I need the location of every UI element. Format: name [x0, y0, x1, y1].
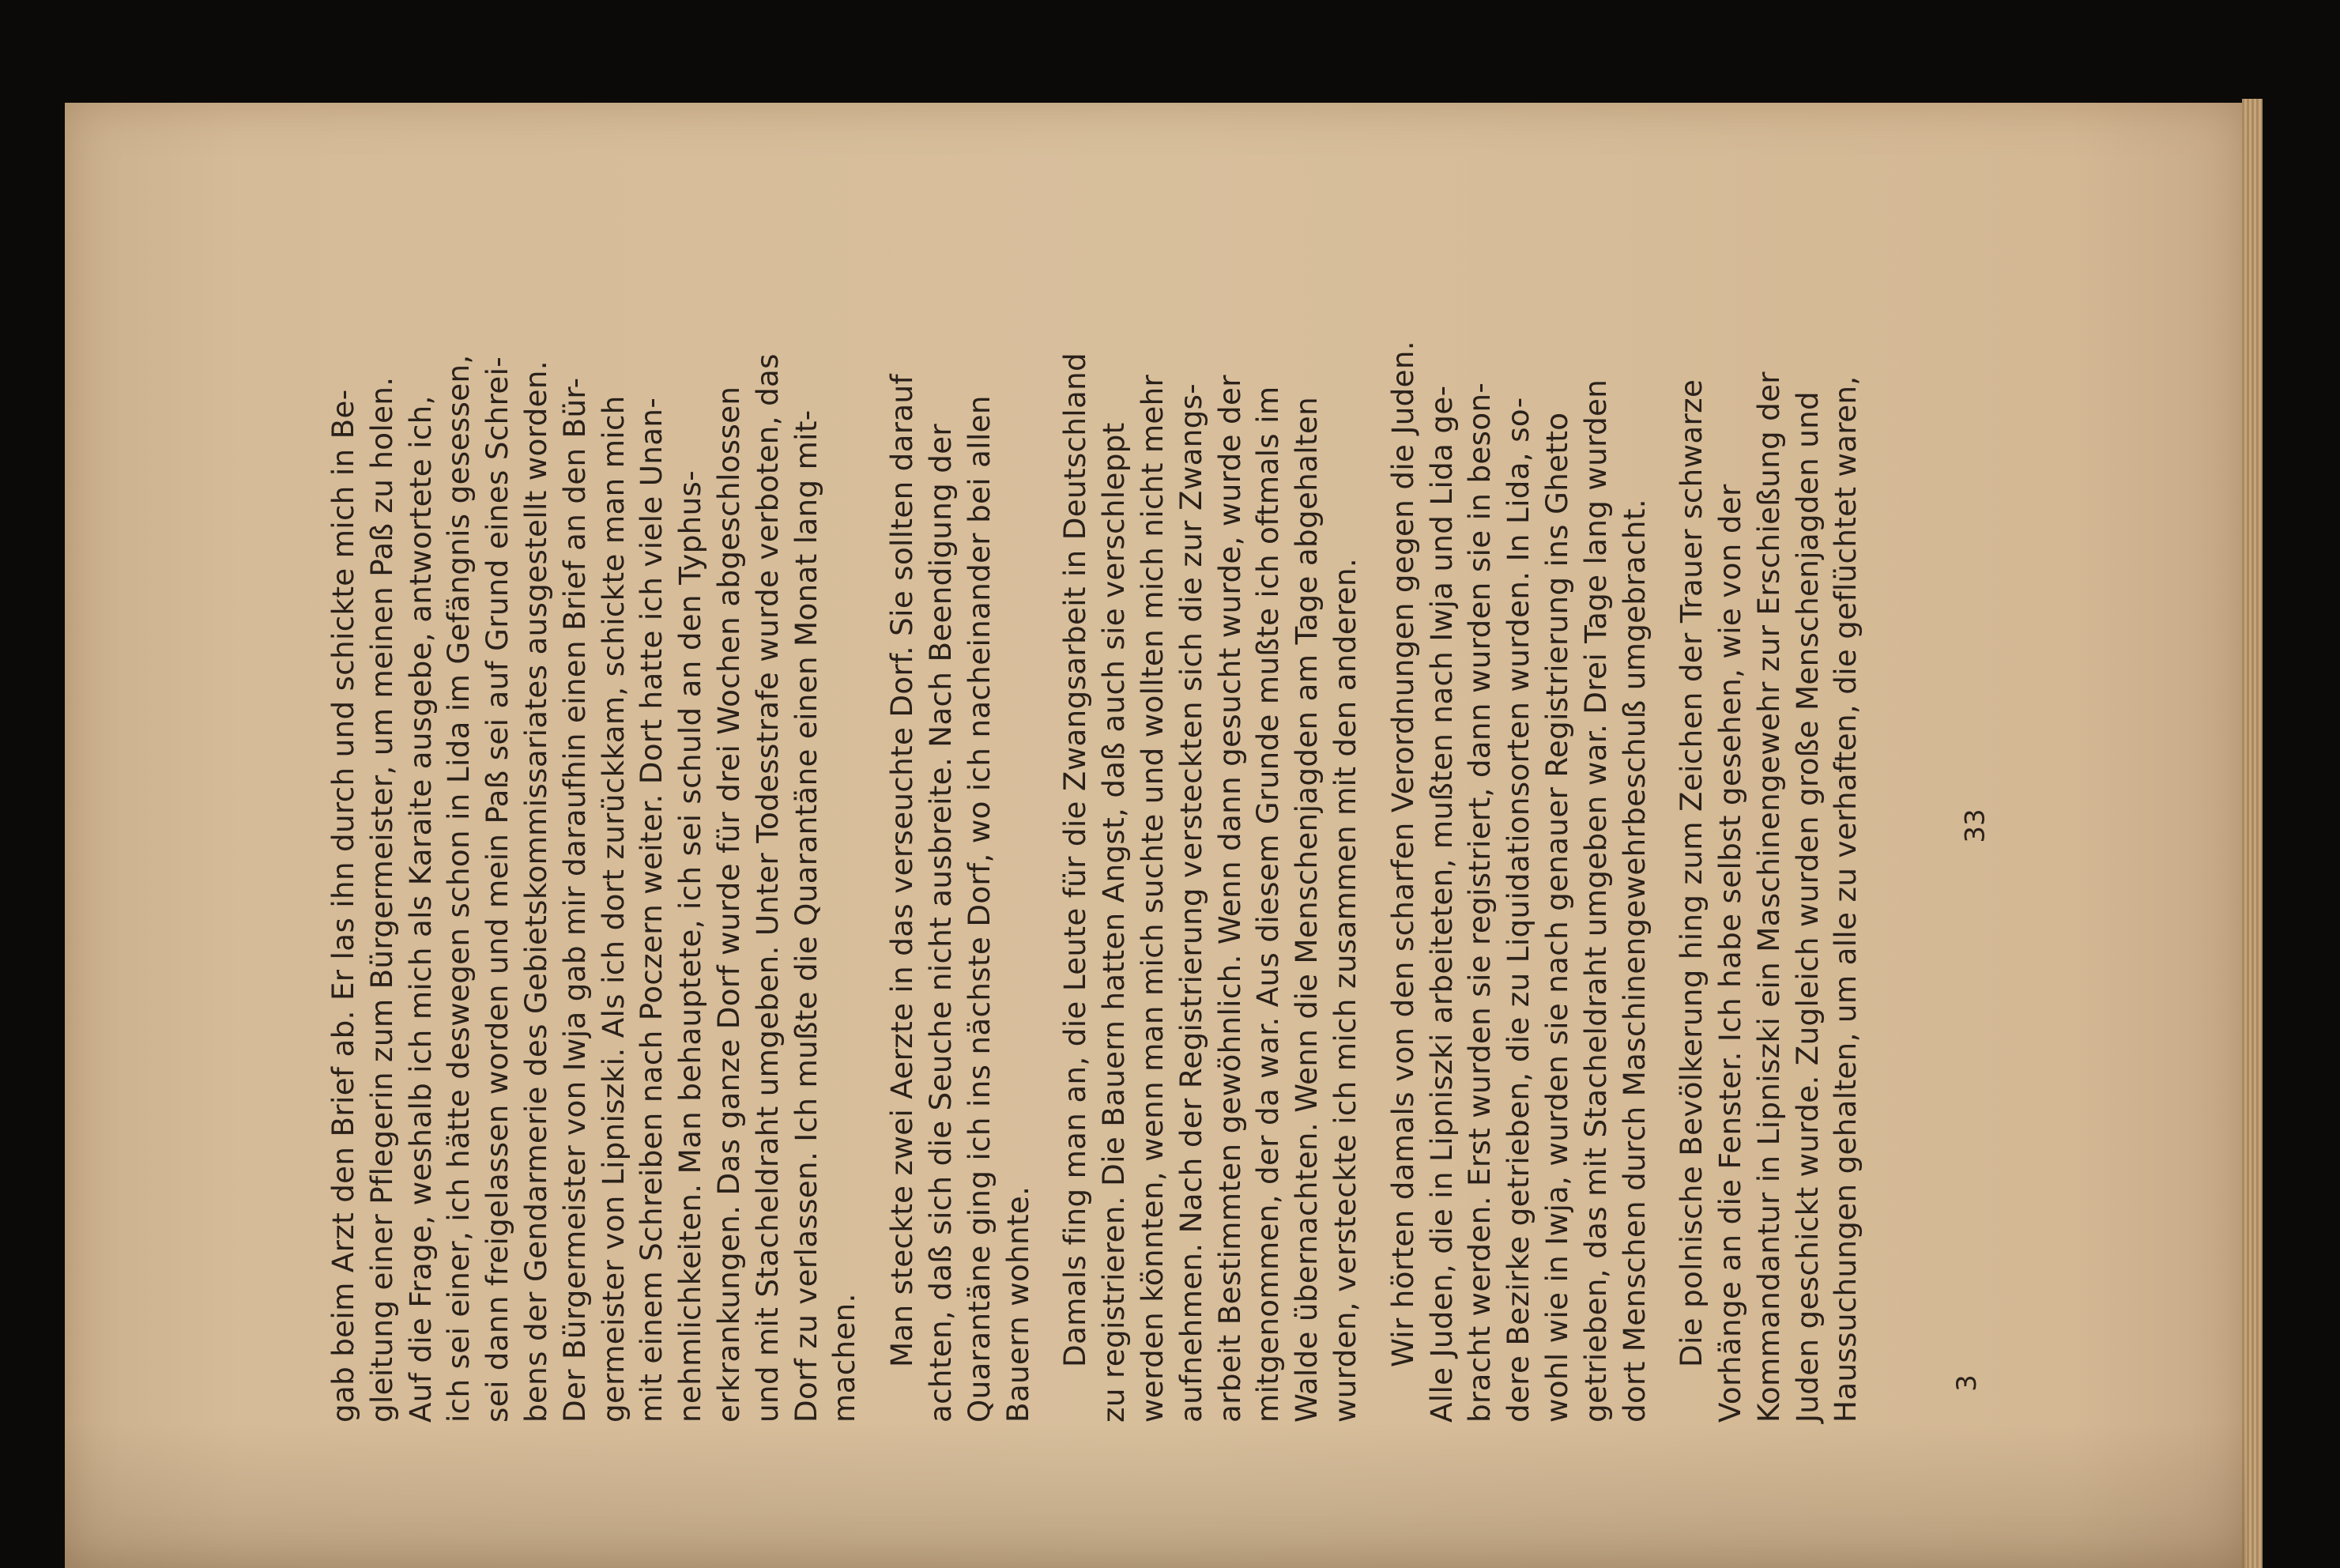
text-line: gleitung einer Pflegerin zum Bürgermeister, um meinen Paß zu holen.	[364, 376, 399, 1423]
text-line: Haussuchungen gehalten, um alle zu verhaften, die geflüchtet waren,	[1828, 375, 1863, 1423]
paragraph-2	[883, 364, 1037, 1423]
text-line: Auf die Frage, weshalb ich mich als Karaite ausgebe, antwortete ich,	[402, 395, 438, 1423]
text-line: erkrankungen. Das ganze Dorf wurde für drei Wochen abgeschlossen	[710, 386, 746, 1423]
text-line: Alle Juden, die in Lipniszki arbeiteten, mußten nach Iwja und Lida ge-	[1423, 385, 1459, 1423]
text-line: dort Menschen durch Maschinengewehrbeschuß umgebracht.	[1616, 499, 1652, 1423]
text-line: nehmlichkeiten. Man behauptete, ich sei schuld an den Typhus-	[673, 469, 708, 1423]
text-line: Kommandantur in Lipniszki ein Maschinengewehr zur Erschießung der	[1750, 371, 1786, 1423]
text-line: gab beim Arzt den Brief ab. Er las ihn durch und schickte mich in Be-	[326, 389, 360, 1423]
text-line: Der Bürgermeister von Iwja gab mir daraufhin einen Brief an den Bür-	[556, 377, 592, 1423]
text-line: Damals fing man an, die Leute für die Zwangsarbeit in Deutschland	[1057, 352, 1093, 1367]
text-line: achten, daß sich die Seuche nicht ausbreite. Nach Beendigung der	[922, 423, 958, 1423]
text-line: arbeit Bestimmten gewöhnlich. Wenn dann gesucht wurde, wurde der	[1211, 375, 1247, 1423]
text-line: Vorhänge an die Fenster. Ich habe selbst gesehen, wie von der	[1713, 484, 1748, 1423]
text-line: Man steckte zwei Aerzte in das verseuchte Dorf. Sie sollten darauf	[884, 374, 920, 1367]
text-line: Walde übernachten. Wenn die Menschenjagden am Tage abgehalten	[1289, 396, 1324, 1423]
paragraph-3	[1056, 352, 1364, 1423]
page-shadow	[65, 1423, 2246, 1568]
page-edge-stack	[2242, 99, 2263, 1568]
text-line: getrieben, das mit Stacheldraht umgeben war. Drei Tage lang wurden	[1577, 379, 1613, 1423]
text-line: mit einem Schreiben nach Poczern weiter. Dort hatte ich viele Unan-	[634, 397, 669, 1423]
text-line: und mit Stacheldraht umgeben. Unter Todesstrafe wurde verboten, das	[749, 353, 785, 1423]
text-line: wurden, versteckte ich mich zusammen mit den anderen.	[1327, 557, 1362, 1423]
text-line: werden könnten, wenn man mich suchte und wollten mich nicht mehr	[1134, 374, 1170, 1423]
text-line: Die polnische Bevölkerung hing zum Zeichen der Trauer schwarze	[1674, 379, 1709, 1367]
text-line: dere Bezirke getrieben, die zu Liquidationsorten wurden. In Lida, so-	[1501, 397, 1536, 1423]
text-line: machen.	[827, 1293, 862, 1423]
text-line: mitgenommen, der da war. Aus diesem Grunde mußte ich oftmals im	[1250, 386, 1286, 1423]
text-line: ich sei einer, ich hätte deswegen schon in Lida im Gefängnis gesessen,	[441, 354, 477, 1423]
text-line: bracht werden. Erst wurden sie registriert, dann wurden sie in beson-	[1462, 382, 1498, 1423]
text-line: Quarantäne ging ich ins nächste Dorf, wo ich nacheinander bei allen	[961, 395, 997, 1423]
text-line: zu registrieren. Die Bauern hatten Angst, daß auch sie verschleppt	[1096, 422, 1132, 1423]
text-block	[324, 341, 1905, 1423]
text-line: wohl wie in Iwja, wurden sie nach genauer Registrierung ins Ghetto	[1539, 412, 1574, 1423]
paragraph-4	[1384, 341, 1654, 1423]
text-line: bens der Gendarmerie des Gebietskommissariates ausgestellt worden.	[518, 360, 553, 1423]
text-line: germeister von Lipniszki. Als ich dort zurückkam, schickte man mich	[595, 395, 631, 1423]
text-line: sei dann freigelassen worden und mein Paß sei auf Grund eines Schrei-	[480, 356, 515, 1423]
paragraph-1	[324, 353, 864, 1423]
text-line: Wir hörten damals von den scharfen Verordnungen gegen die Juden.	[1385, 341, 1420, 1367]
text-line: Dorf zu verlassen. Ich mußte die Quarantäne einen Monat lang mit-	[788, 409, 823, 1423]
text-line: Bauern wohnte.	[1000, 1185, 1035, 1423]
signature-mark: 3	[1950, 1374, 1983, 1392]
page-number: 33	[1959, 808, 1991, 843]
paragraph-5	[1672, 364, 1865, 1423]
text-line: aufnehmen. Nach der Registrierung versteckten sich die zur Zwangs-	[1173, 383, 1208, 1423]
text-line: Juden geschickt wurde. Zugleich wurden große Menschenjagden und	[1789, 391, 1825, 1423]
